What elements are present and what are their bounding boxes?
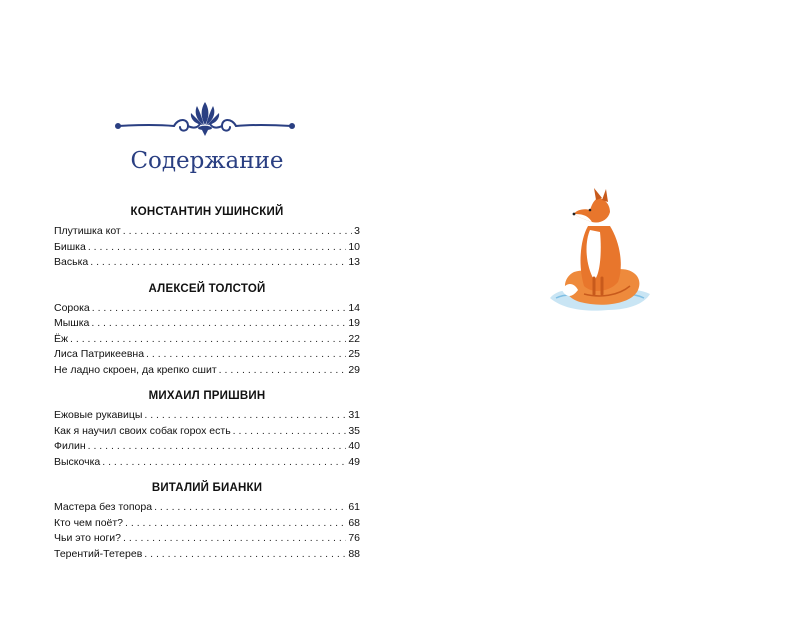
leader-dots xyxy=(233,424,347,440)
toc-entry[interactable] xyxy=(54,240,360,256)
entry-page: 13 xyxy=(348,256,360,268)
leader-dots xyxy=(123,224,352,240)
entry-title: Не ладно скроен, да крепко сшит xyxy=(54,363,217,376)
entry-page: 68 xyxy=(348,516,360,529)
toc-section xyxy=(54,480,360,562)
entry-title: Мастера без топора xyxy=(54,501,153,513)
entry-title: Ежовые рукавицы xyxy=(54,409,143,421)
leader-dots xyxy=(91,316,346,332)
entry-page: 76 xyxy=(348,532,360,544)
fox-illustration xyxy=(544,186,656,318)
entry-page: 61 xyxy=(348,501,360,513)
entry-title: Выскочка xyxy=(54,455,101,468)
toc-entry[interactable] xyxy=(54,408,360,424)
entry-title: Филин xyxy=(54,440,86,452)
table-of-contents xyxy=(54,204,360,572)
toc-entry[interactable] xyxy=(54,316,360,332)
author-heading: МИХАИЛ ПРИШВИН xyxy=(148,390,266,402)
entry-page: 22 xyxy=(348,332,360,345)
entry-title: Мышка xyxy=(54,317,90,329)
toc-entry[interactable] xyxy=(54,500,360,516)
toc-entry[interactable] xyxy=(54,439,360,455)
leader-dots xyxy=(125,516,346,532)
author-heading: КОНСТАНТИН УШИНСКИЙ xyxy=(130,206,284,218)
toc-entry[interactable] xyxy=(54,531,360,547)
entry-title: Кто чем поёт? xyxy=(54,516,124,529)
author-heading: ВИТАЛИЙ БИАНКИ xyxy=(151,482,263,494)
toc-section xyxy=(54,204,360,271)
leader-dots xyxy=(88,240,346,256)
toc-entry[interactable] xyxy=(54,332,360,348)
scroll-ornament-icon xyxy=(112,98,298,140)
entry-page: 40 xyxy=(348,440,360,452)
leader-dots xyxy=(144,408,346,424)
entry-page: 31 xyxy=(348,409,360,421)
toc-entry[interactable] xyxy=(54,363,360,379)
entry-title: Лиса Патрикеевна xyxy=(54,348,145,360)
toc-entry[interactable] xyxy=(54,516,360,532)
leader-dots xyxy=(144,547,346,563)
entry-title: Васька xyxy=(54,256,89,268)
leader-dots xyxy=(102,455,346,471)
entry-page: 29 xyxy=(348,363,360,376)
toc-entry[interactable] xyxy=(54,301,360,317)
toc-entry[interactable] xyxy=(54,224,360,240)
leader-dots xyxy=(123,531,346,547)
entry-page: 49 xyxy=(348,455,360,468)
leader-dots xyxy=(92,301,347,317)
toc-entry[interactable] xyxy=(54,547,360,563)
author-heading: АЛЕКСЕЙ ТОЛСТОЙ xyxy=(148,282,266,295)
page-title: Содержание xyxy=(130,148,284,174)
entry-title: Как я научил своих собак горох есть xyxy=(54,424,231,437)
entry-page: 88 xyxy=(348,547,360,560)
entry-page: 25 xyxy=(348,348,360,360)
leader-dots xyxy=(88,439,347,455)
entry-title: Чьи это ноги? xyxy=(54,532,121,544)
entry-page: 3 xyxy=(354,225,360,237)
leader-dots xyxy=(90,255,346,271)
entry-title: Плутишка кот xyxy=(54,225,121,237)
entry-title: Сорока xyxy=(54,301,90,314)
toc-entry[interactable] xyxy=(54,347,360,363)
toc-entry[interactable] xyxy=(54,424,360,440)
toc-section xyxy=(54,281,360,379)
entry-page: 10 xyxy=(348,240,360,253)
leader-dots xyxy=(70,332,346,348)
toc-section xyxy=(54,388,360,470)
leader-dots xyxy=(146,347,346,363)
entry-title: Ёж xyxy=(54,332,69,345)
toc-entry[interactable] xyxy=(54,455,360,471)
entry-page: 35 xyxy=(348,424,360,437)
entry-page: 19 xyxy=(348,317,360,329)
toc-entry[interactable] xyxy=(54,255,360,271)
leader-dots xyxy=(154,500,346,516)
entry-title: Терентий-Тетерев xyxy=(54,547,143,560)
entry-title: Бишка xyxy=(54,240,86,253)
leader-dots xyxy=(219,363,347,379)
entry-page: 14 xyxy=(348,301,360,314)
